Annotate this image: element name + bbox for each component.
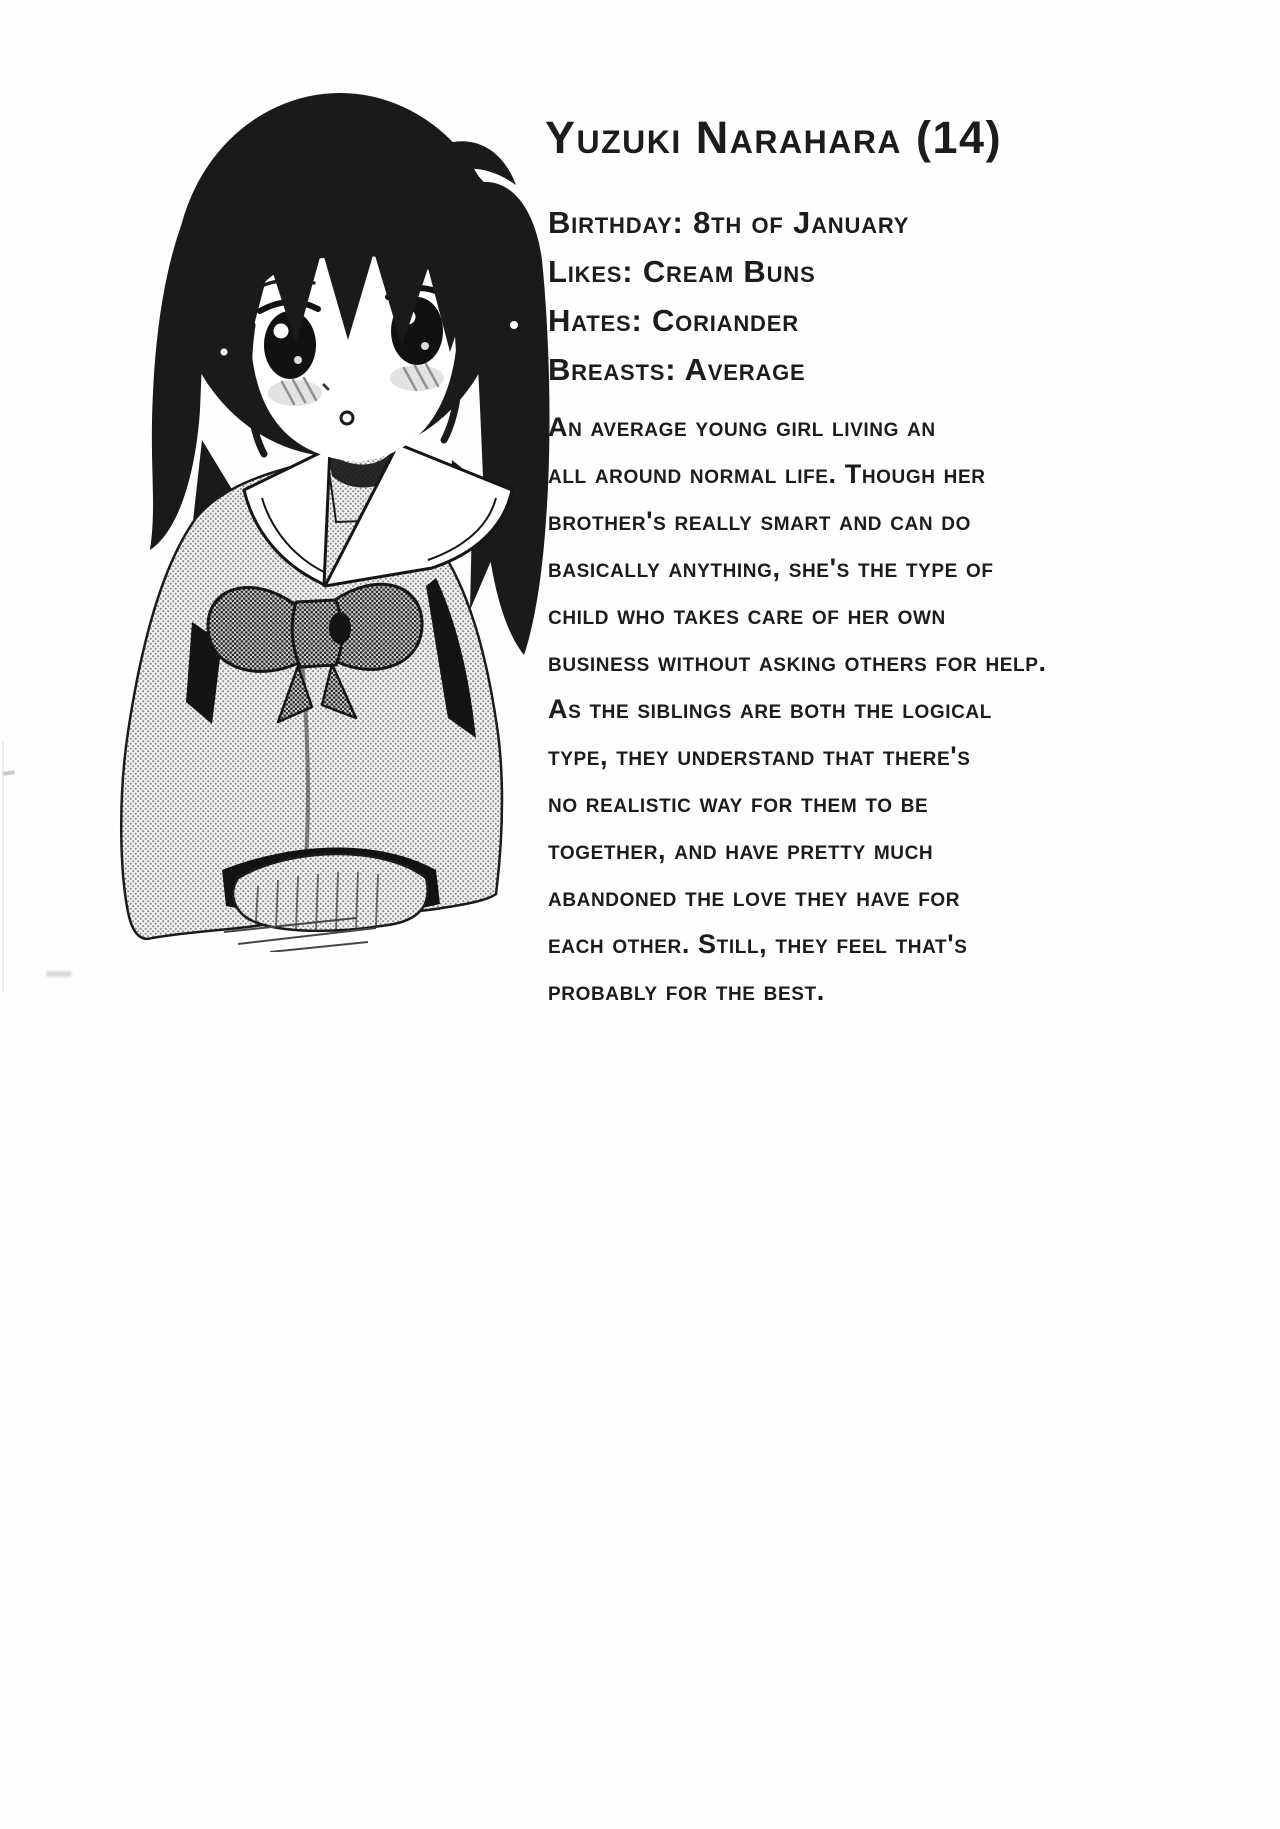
bio-line: An average young girl living an: [548, 412, 936, 442]
bio-line: no realistic way for them to be: [548, 788, 929, 818]
stat-label: Likes: [548, 254, 623, 289]
stat-label: Hates: [548, 303, 632, 338]
stat-separator: :: [672, 205, 694, 240]
bio-line: all around normal life. Though her: [548, 459, 986, 489]
stat-label: Birthday: [548, 205, 673, 240]
manga-girl-portrait: [72, 80, 566, 952]
stat-value: Cream Buns: [642, 254, 816, 289]
bio-line: together, and have pretty much: [548, 835, 934, 865]
scan-artifact-mark: [3, 770, 15, 776]
mouth: [341, 412, 353, 424]
bio-line: basically anything, she's the type of: [548, 553, 994, 583]
stat-breasts: [548, 345, 909, 394]
stat-likes: [548, 247, 909, 296]
bio-line: business without asking others for help.: [548, 647, 1047, 677]
bio-line: abandoned the love they have for: [548, 882, 961, 912]
hair-sparkle-left: [221, 349, 228, 356]
character-name-title: Yuzuki Narahara (14): [545, 112, 1003, 163]
bio-line: probably for the best.: [548, 976, 825, 1006]
stat-birthday: [548, 198, 909, 247]
stat-separator: :: [622, 254, 643, 289]
scan-artifact-smudge: [46, 971, 72, 977]
bio-line: brother's really smart and can do: [548, 506, 971, 536]
bio-line: child who takes care of her own: [548, 600, 946, 630]
character-bio: [548, 404, 1047, 1015]
stat-value: Coriander: [651, 303, 799, 338]
stat-value: 8th of January: [693, 205, 910, 240]
character-illustration: [72, 80, 566, 952]
hair-sparkle-right: [510, 321, 518, 329]
bio-line: As the siblings are both the logical: [548, 694, 992, 724]
stat-hates: [548, 296, 909, 345]
stat-value: Average: [684, 352, 806, 387]
stat-separator: :: [665, 352, 685, 387]
character-stats: [548, 198, 909, 394]
scan-artifact-line: [2, 742, 4, 992]
bio-line: type, they understand that there's: [548, 741, 971, 771]
stat-separator: :: [631, 303, 652, 338]
stat-label: Breasts: [548, 352, 666, 387]
bio-line: each other. Still, they feel that's: [548, 929, 968, 959]
